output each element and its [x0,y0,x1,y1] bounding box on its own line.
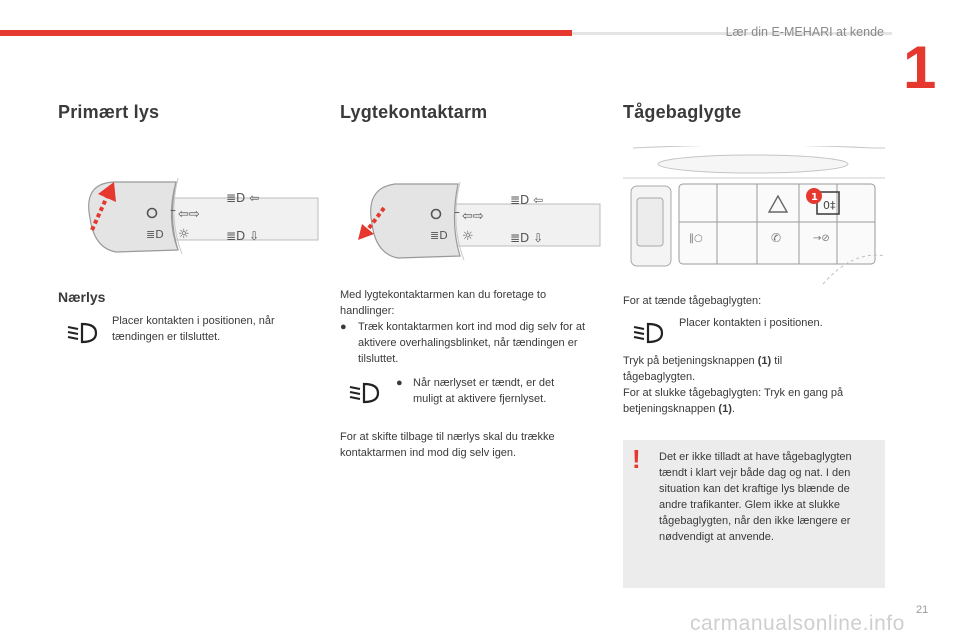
svg-text:–: – [454,205,460,219]
warning-icon: ! [632,444,641,474]
svg-text:≣D ⇩: ≣D ⇩ [510,231,544,245]
stalk-intro: Med lygtekontaktarmen kan du foretage to handlinger: [340,289,547,317]
stalk-bullet-high-beam: Når nærlyset er tændt, er det muligt at aktivere fjernlyset. [413,377,555,405]
svg-text:≣D ⇩: ≣D ⇩ [226,229,260,243]
stalk-bullet-flash: Træk kontaktarmen kort ind mod dig selv for at aktivere overhalingsblinket, når tændingen er tilsluttet. [358,321,586,365]
callout-marker: 1 [811,192,818,203]
warning-text: Det er ikke tilladt at have tågebaglygten tændt i klart vejr både dag og nat. I den situation kan det kraftige lys blænde de andre trafikanter. Glem ikke at slukke tågebaglygten, når den ikke længere er nødvendigt at anvende. [659,451,852,543]
watermark: carmanualsonline.info [690,612,905,635]
header-accent-bar [0,30,572,36]
low-beam-icon [632,322,666,344]
stalk-outro: For at skifte tilbage til nærlys skal du trække kontaktarmen ind mod dig selv igen. [340,431,555,459]
svg-text:⇦⇨: ⇦⇨ [178,207,200,222]
fog-press-instruction: Tryk på betjeningsknappen (1) til tågebaglygten. [623,355,783,383]
svg-text:≣D ⇦: ≣D ⇦ [510,193,544,207]
bullet-mark: ● [340,321,347,333]
svg-text:≣D ⇦: ≣D ⇦ [226,191,260,205]
svg-text:→⊘: →⊘ [813,233,830,244]
fog-off-instruction: For at slukke tågebaglygten: Tryk en gang på betjeningsknappen (1). [623,387,844,415]
svg-text:✆: ✆ [771,231,782,245]
running-title: Lær din E-MEHARI at kende [725,25,884,39]
page-number: 21 [916,604,929,616]
svg-text:–: – [170,203,176,217]
stalk-flash-illustration [340,174,602,266]
subsection-title-low-beam: Nærlys [58,289,106,305]
svg-text:⇦⇨: ⇦⇨ [462,209,484,224]
svg-text:☼: ☼ [178,227,190,242]
svg-text:☼: ☼ [462,229,474,244]
svg-text:≣D: ≣D [146,228,164,241]
bullet-mark: ● [396,377,403,389]
fog-intro: For at tænde tågebaglygten: [623,295,762,307]
svg-text:0‡: 0‡ [823,199,836,212]
section-title-fog: Tågebaglygte [623,102,742,122]
svg-text:‖○: ‖○ [689,233,703,244]
light-stalk-illustration [58,168,320,260]
chapter-number: 1 [903,34,937,101]
section-title-primary: Primært lys [58,102,160,122]
low-beam-icon [348,382,382,404]
low-beam-note: Placer kontakten i positionen, når tændingen er tilsluttet. [112,315,275,343]
svg-text:≣D: ≣D [430,229,448,242]
section-title-stalk: Lygtekontaktarm [340,102,488,122]
fog-icon-note: Placer kontakten i positionen. [679,317,823,329]
low-beam-icon [66,322,100,344]
dashboard-switch-panel-illustration [623,146,885,288]
